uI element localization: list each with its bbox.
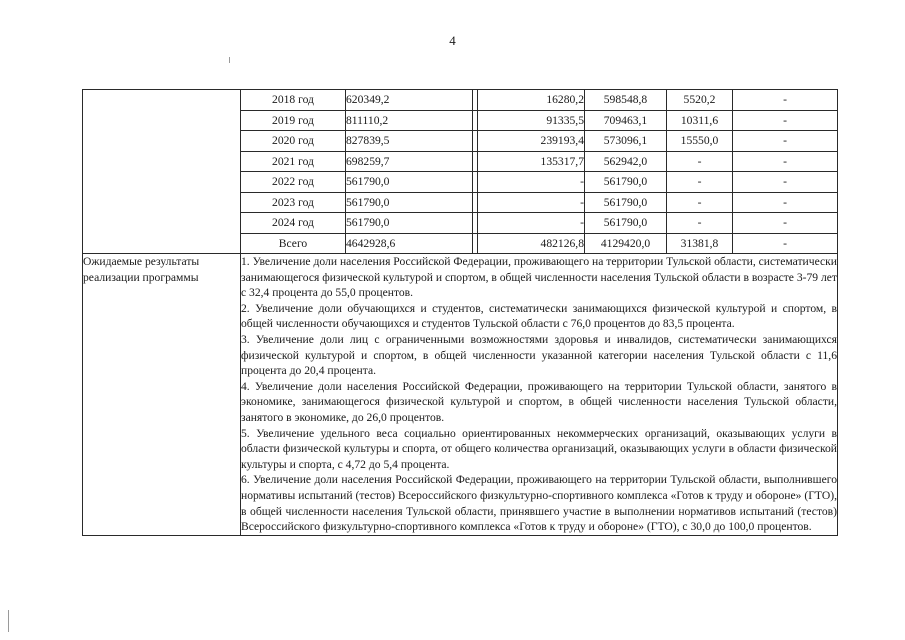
year-cell: 2018 год [241,90,346,111]
total-cell: 4642928,6 [346,233,473,254]
result-item: 3. Увеличение доли лиц с ограниченными возможностями здоровья и инвалидов, систематически занимающихся физической культурой и спортом, в общей численности указанной категории населения Тульской области с 11,6 процента до 20,4 процента. [241,332,837,378]
passport-table [82,89,838,536]
federal-budget-cell: 239193,4 [478,131,585,152]
local-budget-cell: 5520,2 [667,90,733,111]
extra-budget-cell: - [733,151,838,172]
local-budget-cell: - [667,172,733,193]
margin-mark [8,610,9,632]
regional-budget-cell: 709463,1 [585,110,667,131]
local-budget-cell: 15550,0 [667,131,733,152]
local-budget-cell: - [667,192,733,213]
extra-budget-cell: - [733,90,838,111]
year-cell: 2020 год [241,131,346,152]
year-cell: 2022 год [241,172,346,193]
page-number: 4 [449,33,456,48]
total-cell: 698259,7 [346,151,473,172]
results-row [83,254,838,536]
total-cell: 561790,0 [346,192,473,213]
local-budget-cell: 31381,8 [667,233,733,254]
extra-budget-cell: - [733,192,838,213]
year-cell: Всего [241,233,346,254]
federal-budget-cell: 482126,8 [478,233,585,254]
total-cell: 561790,0 [346,213,473,234]
extra-budget-cell: - [733,110,838,131]
local-budget-cell: 10311,6 [667,110,733,131]
total-cell: 811110,2 [346,110,473,131]
federal-budget-cell: 135317,7 [478,151,585,172]
federal-budget-cell: 91335,5 [478,110,585,131]
year-cell: 2019 год [241,110,346,131]
total-cell: 827839,5 [346,131,473,152]
regional-budget-cell: 598548,8 [585,90,667,111]
regional-budget-cell: 561790,0 [585,192,667,213]
result-item: 2. Увеличение доли обучающихся и студентов, систематически занимающихся физической культурой и спортом, в общей численности обучающихся и студентов Тульской области с 76,0 процентов до 83,5 процента. [241,301,837,331]
federal-budget-cell: 16280,2 [478,90,585,111]
financing-label-cell [83,90,241,254]
result-item: 4. Увеличение доли населения Российской Федерации, проживающего на территории Тульской области, занятого в экономике, занимающегося физической культурой и спортом, в общей численности населения Тульской области, занятого в экономике, до 26,0 процентов. [241,379,837,424]
regional-budget-cell: 561790,0 [585,172,667,193]
year-cell: 2023 год [241,192,346,213]
local-budget-cell: - [667,151,733,172]
year-cell: 2021 год [241,151,346,172]
regional-budget-cell: 573096,1 [585,131,667,152]
result-item: 6. Увеличение доли населения Российской Федерации, проживающего на территории Тульской области, выполнившего нормативы испытаний (тестов) Всероссийского физкультурно-спортивного комплекса «Готов к труду и обороне» (ГТО), в общей численности населения Тульской области, принявшего участие в выполнении нормативов испытаний (тестов) Всероссийского физкультурно-спортивного комплекса «Готов к труду и обороне» (ГТО), с 30,0 до 100,0 процентов. [241,473,837,534]
year-cell: 2024 год [241,213,346,234]
extra-budget-cell: - [733,172,838,193]
extra-budget-cell: - [733,213,838,234]
local-budget-cell: - [667,213,733,234]
total-cell: 620349,2 [346,90,473,111]
regional-budget-cell: 561790,0 [585,213,667,234]
results-text [241,254,838,536]
result-item: 5. Увеличение удельного веса социально ориентированных некоммерческих организаций, оказывающих услуги в области физической культуры и спорта, от общего количества организаций, оказывающих услуги в области физической культуры и спорта, с 4,72 до 5,4 процента. [241,426,837,471]
federal-budget-cell: - [478,172,585,193]
extra-budget-cell: - [733,233,838,254]
extra-budget-cell: - [733,131,838,152]
federal-budget-cell: - [478,192,585,213]
regional-budget-cell: 4129420,0 [585,233,667,254]
result-item: 1. Увеличение доли населения Российской Федерации, проживающего на территории Тульской области, систематически занимающегося физической культурой и спортом, в общей численности населения Тульской области в возрасте 3-79 лет с 32,4 процента до 55,0 процентов. [241,255,837,300]
financing-rows [83,90,838,254]
results-label: Ожидаемые результаты реализации программы [83,254,241,536]
financing-row [83,90,838,111]
total-cell: 561790,0 [346,172,473,193]
regional-budget-cell: 562942,0 [585,151,667,172]
federal-budget-cell: - [478,213,585,234]
margin-mark [229,57,230,63]
